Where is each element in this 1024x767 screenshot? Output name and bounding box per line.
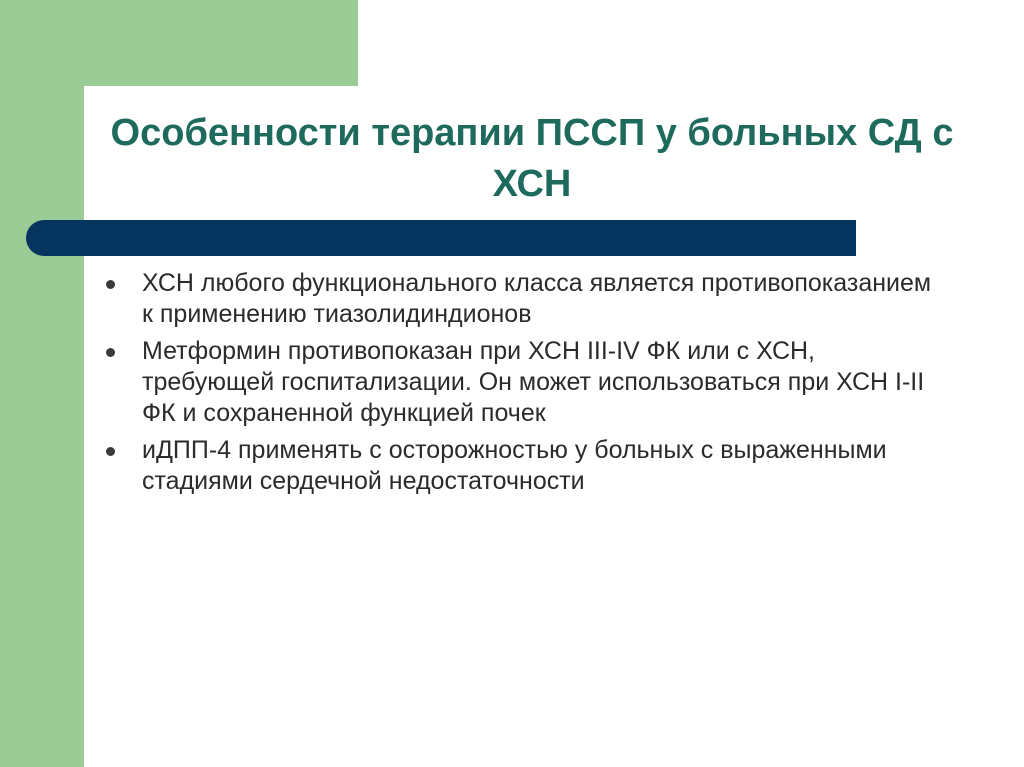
bullet-item bbox=[100, 268, 940, 330]
bullet-text: ХСН любого функционального класса является противопоказанием к применению тиазолидиндионов bbox=[142, 269, 932, 328]
bullet-item bbox=[100, 435, 940, 497]
slide-title: Особенности терапии ПССП у больных СД с ХСН bbox=[110, 112, 954, 205]
bullet-text: иДПП-4 применять с осторожностью у больных с выраженными стадиями сердечной недостаточности bbox=[142, 436, 887, 495]
bullet-item bbox=[100, 336, 940, 429]
bullet-icon bbox=[106, 280, 115, 289]
title-divider-bar bbox=[26, 220, 856, 256]
bullet-icon bbox=[106, 348, 115, 357]
bullet-list bbox=[100, 268, 940, 503]
bullet-icon bbox=[106, 447, 115, 456]
green-accent-top bbox=[0, 0, 358, 86]
green-accent-left bbox=[0, 0, 84, 767]
bullet-text: Метформин противопоказан при ХСН III-IV ФК или с ХСН, требующей госпитализации. Он может использоваться при ХСН I-II ФК и сохраненной функцией почек bbox=[142, 337, 925, 427]
